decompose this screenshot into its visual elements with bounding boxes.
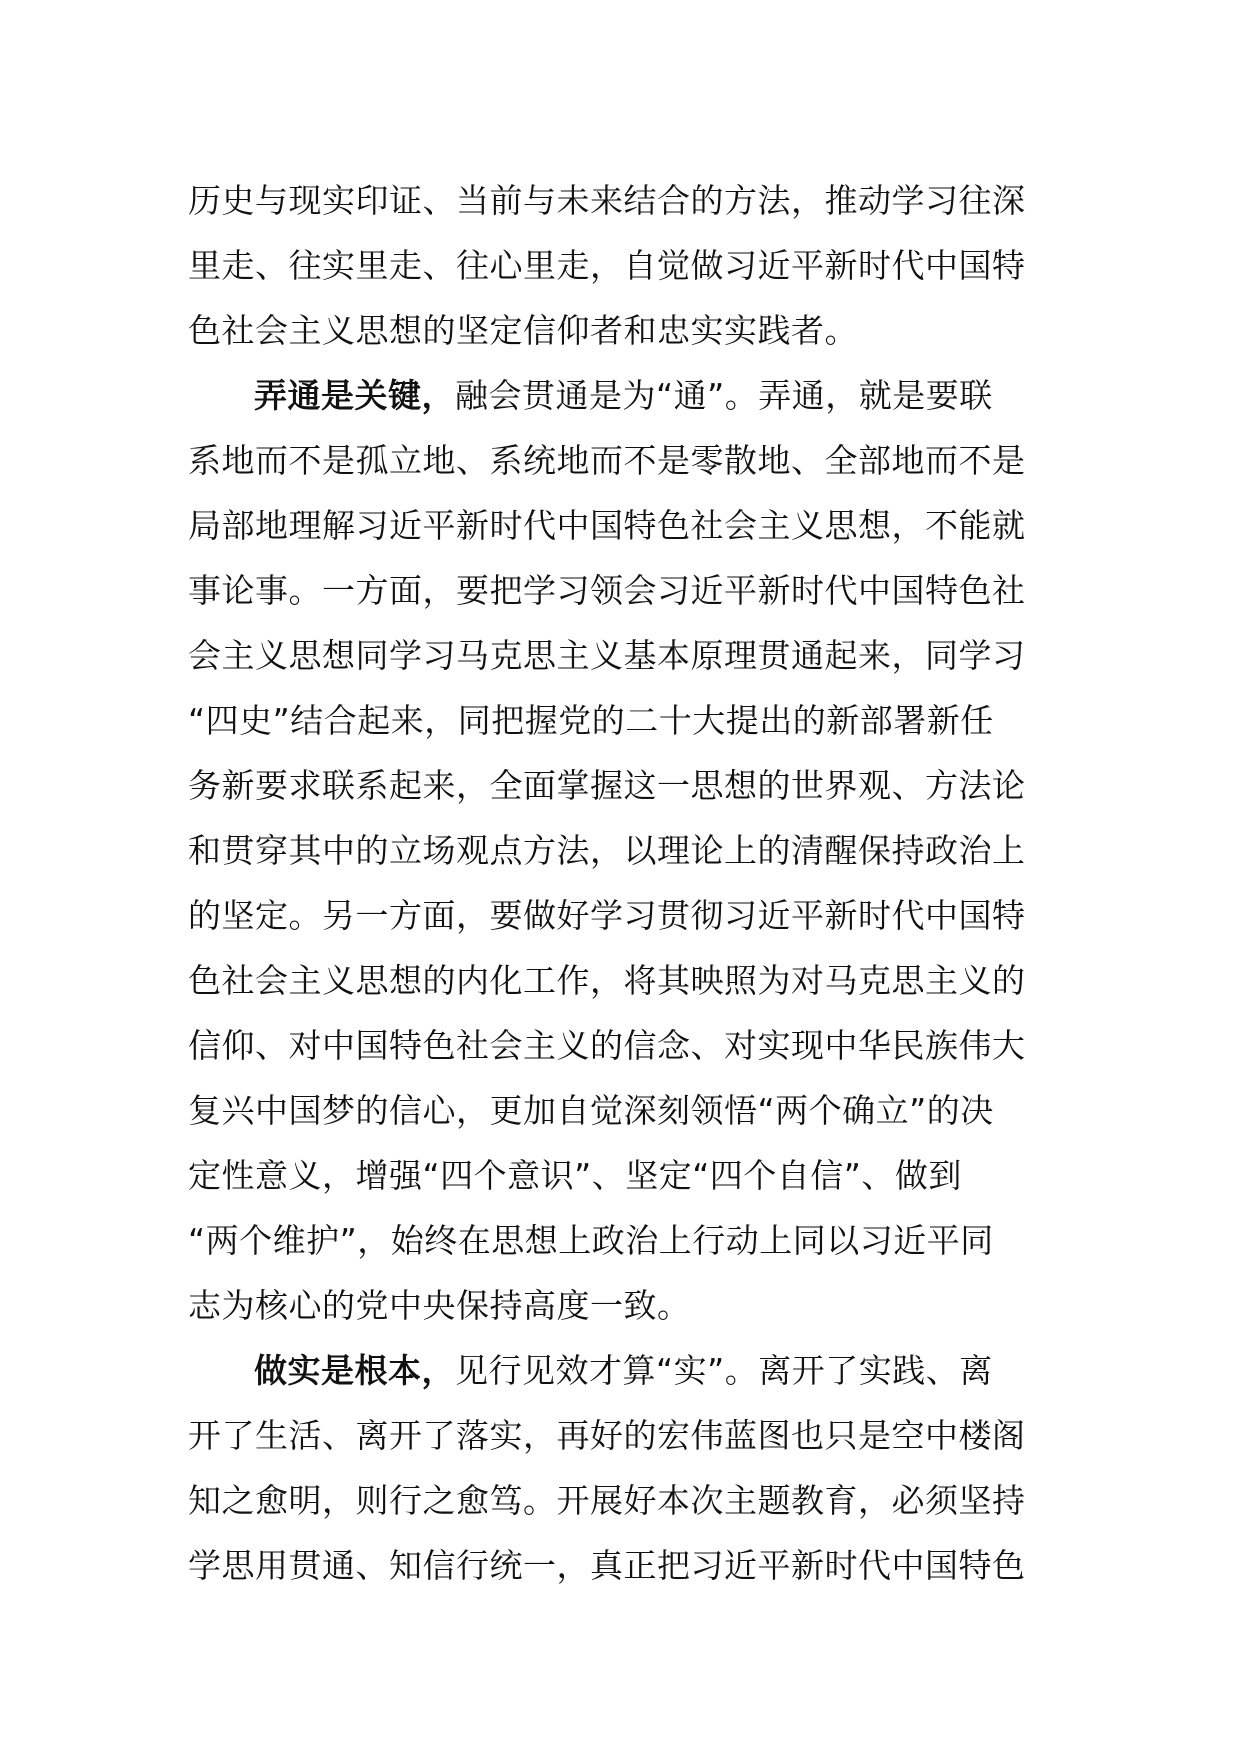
text-line: 色社会主义思想的坚定信仰者和忠实实践者。 — [188, 311, 858, 350]
text-line: 会主义思想同学习马克思主义基本原理贯通起来，同学习 — [188, 636, 1026, 675]
text-line: 复兴中国梦的信心，更加自觉深刻领悟“两个确立”的决 — [188, 1091, 994, 1130]
text-line: 历史与现实印证、当前与未来结合的方法，推动学习往深 — [188, 181, 1026, 220]
text-line: 志为核心的党中央保持高度一致。 — [188, 1286, 691, 1325]
text-line: 里走、往实里走、往心里走，自觉做习近平新时代中国特 — [188, 246, 1026, 285]
paragraph-1 — [188, 168, 1058, 363]
paragraph-lead: 做实是根本， — [254, 1351, 455, 1390]
text-line: 的坚定。另一方面，要做好学习贯彻习近平新时代中国特 — [188, 896, 1026, 935]
text-line: 知之愈明，则行之愈笃。开展好本次主题教育，必须坚持 — [188, 1481, 1026, 1520]
text-line: 信仰、对中国特色社会主义的信念、对实现中华民族伟大 — [188, 1026, 1026, 1065]
text-line: 定性意义，增强“四个意识”、坚定“四个自信”、做到 — [188, 1156, 962, 1195]
paragraph-2 — [188, 363, 1058, 1338]
paragraph-lead: 弄通是关键， — [254, 376, 455, 415]
text-line: 色社会主义思想的内化工作，将其映照为对马克思主义的 — [188, 961, 1026, 1000]
paragraph-first-line — [188, 1338, 1058, 1403]
text-line: 开了生活、离开了落实，再好的宏伟蓝图也只是空中楼阁 — [188, 1416, 1026, 1455]
text-line: 局部地理解习近平新时代中国特色社会主义思想，不能就 — [188, 506, 1026, 545]
text-line: “两个维护”，始终在思想上政治上行动上同以习近平同 — [188, 1221, 994, 1260]
text-line: 和贯穿其中的立场观点方法，以理论上的清醒保持政治上 — [188, 831, 1026, 870]
text-line: 事论事。一方面，要把学习领会习近平新时代中国特色社 — [188, 571, 1026, 610]
text-line: “四史”结合起来，同把握党的二十大提出的新部署新任 — [188, 701, 994, 740]
paragraph-first-line — [188, 363, 1058, 428]
paragraph-first-line-text: 融会贯通是为“通”。弄通，就是要联 — [455, 376, 993, 415]
document-body — [188, 168, 1058, 1598]
text-line: 系地而不是孤立地、系统地而不是零散地、全部地而不是 — [188, 441, 1026, 480]
paragraph-first-line-text: 见行见效才算“实”。离开了实践、离 — [455, 1351, 993, 1390]
text-line: 学思用贯通、知信行统一，真正把习近平新时代中国特色 — [188, 1546, 1026, 1585]
paragraph-3 — [188, 1338, 1058, 1598]
text-line: 务新要求联系起来，全面掌握这一思想的世界观、方法论 — [188, 766, 1026, 805]
